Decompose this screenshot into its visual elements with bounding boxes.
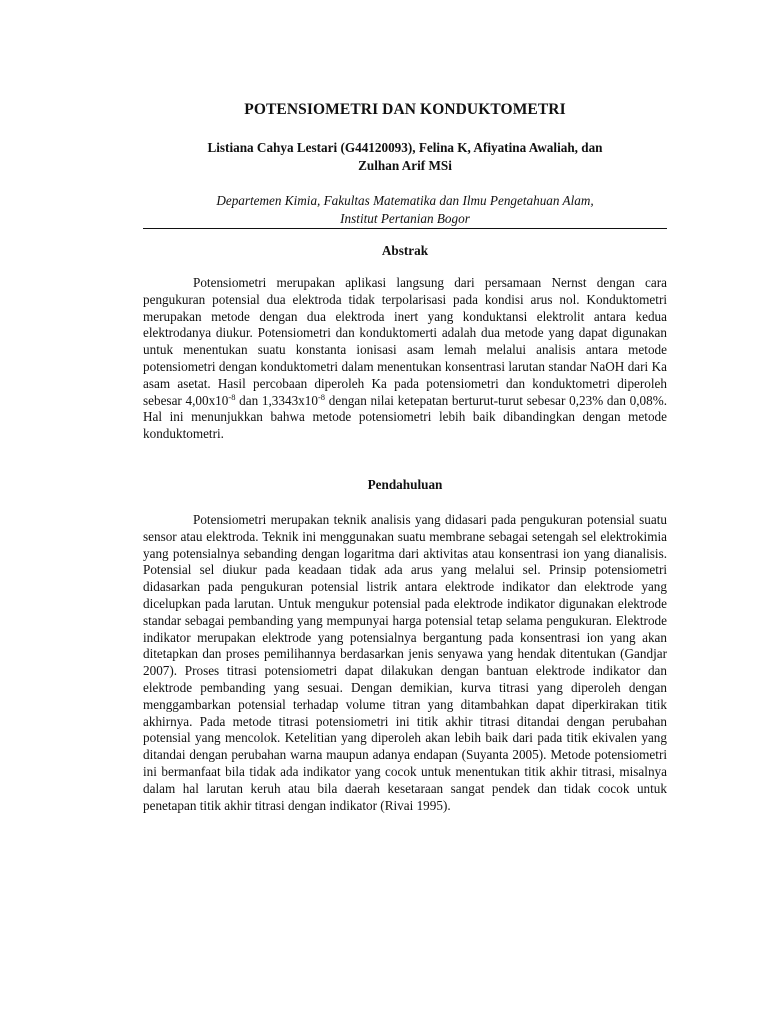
introduction-heading: Pendahuluan xyxy=(367,477,443,492)
abstract-text-3: dengan nilai ketepatan berturut-turut sebesar 0,23% dan 0,08%. Hal ini menunjukkan bahwa metode potensiometri lebih baik dibandingkan dengan metode konduktometri. xyxy=(143,392,667,442)
author-line-1: Listiana Cahya Lestari (G44120093), Felina K, Afiyatina Awaliah, dan xyxy=(207,140,603,155)
affiliation-line-2: Institut Pertanian Bogor xyxy=(340,211,470,226)
abstract-text-2: dan 1,3343x10 xyxy=(235,392,318,408)
header-divider xyxy=(143,228,667,229)
paper-title: POTENSIOMETRI DAN KONDUKTOMETRI xyxy=(244,101,566,118)
abstract-text-1: Potensiometri merupakan aplikasi langsung dari persamaan Nernst dengan cara pengukuran potensial dua elektroda tidak terpolarisasi pada kondisi arus nol. Konduktometri merupakan metode dengan dua elektroda inert yang konduktansi elektrolit antara kedua elektrodanya diukur. Potensiometri dan konduktomerti adalah dua metode yang dapat digunakan untuk menentukan suatu konstanta ionisasi asam lemah melalui analisis antara metode potensiometri dengan konduktometri dalam menentukan konsentrasi larutan standar NaOH dari Ka asam asetat. Hasil percobaan diperoleh Ka pada potensiometri dan konduktometri diperoleh sebesar 4,00x10 xyxy=(143,275,667,408)
affiliation xyxy=(153,192,657,228)
abstract-paragraph xyxy=(143,275,667,443)
author-list xyxy=(163,139,647,175)
affiliation-line-1: Departemen Kimia, Fakultas Matematika dan Ilmu Pengetahuan Alam, xyxy=(216,193,594,208)
abstract-exponent-1: -8 xyxy=(228,391,236,402)
abstract-heading: Abstrak xyxy=(381,243,429,258)
abstract-exponent-2: -8 xyxy=(317,391,326,402)
introduction-paragraph: Potensiometri merupakan teknik analisis yang didasari pada pengukuran potensial suatu sensor atau elektroda. Teknik ini menggunakan suatu membrane sebagai setengah sel elektrokimia yang potensialnya sebanding dengan logaritma dari aktivitas atau konsentrasi ion yang dianalisis. Potensial sel diukur pada keadaan tidak ada arus yang melalui sel. Prinsip potensiometri didasarkan pada pengukuran potensial listrik antara elektrode indikator dan elektrode yang dicelupkan pada larutan. Untuk mengukur potensial pada elektrode indikator digunakan elektrode standar sebagai pembanding yang mempunyai harga potensial tetap selama pengukuran. Elektrode indikator merupakan elektrode yang potensialnya bergantung pada konsentrasi ion yang akan ditetapkan dan proses pemilihannya berdasarkan jenis senyawa yang hendak ditentukan (Gandjar 2007). Proses titrasi potensiometri dapat dilakukan dengan bantuan elektrode indikator dan elektrode pembanding yang sesuai. Dengan demikian, kurva titrasi yang diperoleh dengan menggambarkan potensial terhadap volume titran yang ditambahkan dapat diperkirakan titik akhirnya. Pada metode titrasi potensiometri ini titik akhir titrasi ditandai dengan perubahan potensial yang mencolok. Ketelitian yang diperoleh akan lebih baik dari pada titik ekivalen yang ditandai dengan perubahan warna maupun adanya endapan (Suyanta 2005). Metode potensiometri ini bermanfaat bila tidak ada indikator yang cocok untuk menentukan titik akhir titrasi, misalnya dalam hal larutan keruh atau bila daerah kesetaraan sangat pendek dan tidak cocok untuk penetapan titik akhir titrasi dengan indikator (Rivai 1995). xyxy=(143,512,667,813)
author-line-2: Zulhan Arif MSi xyxy=(358,158,452,173)
